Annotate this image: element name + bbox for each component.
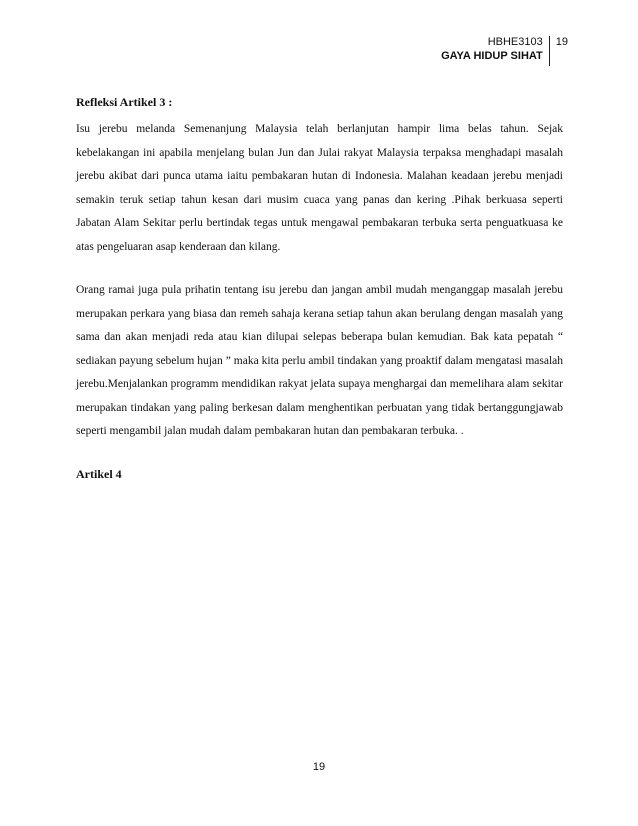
paragraph-2: Orang ramai juga pula prihatin tentang isu jerebu dan jangan ambil mudah menganggap masalah jerebu merupakan perkara yang biasa dan remeh sahaja kerana setiap tahun akan berulang dengan masalah yang sama dan akan menjadi reda atau kian dilupai selepas beberapa bulan kemudian. Bak kata pepatah “ sediakan payung sebelum hujan ” maka kita perlu ambil tindakan yang proaktif dalam mengatasi masalah jerebu.Menjalankan programm mendidikan rakyat jelata supaya menghargai dan memelihara alam sekitar merupakan tindakan yang paling berkesan dalam menghentikan perbuatan yang tidak bertanggungjawab seperti mengambil jalan mudah dalam pembakaran hutan dan pembakaran terbuka. .	[76, 284, 563, 437]
paragraph-1: Isu jerebu melanda Semenanjung Malaysia telah berlanjutan hampir lima belas tahun. Sejak kebelakangan ini apabila menjelang bulan Jun dan Julai rakyat Malaysia terpaksa menghadapi masalah jerebu akibat dari punca utama iaitu pembakaran hutan di Indonesia. Malahan keadaan jerebu menjadi semakin teruk setiap tahun kesan dari musim cuaca yang panas dan kering .Pihak berkuasa seperti Jabatan Alam Sekitar perlu bertindak tegas untuk mengawal pembakaran terbuka serta penguatkuasa ke atas pengeluaran asap kenderaan dan kilang.	[76, 123, 563, 253]
next-article-heading: Artikel 4	[76, 466, 122, 481]
spacer	[76, 444, 563, 466]
reflection-heading: Refleksi Artikel 3 :	[76, 95, 173, 109]
header-page-number: 19	[555, 36, 568, 48]
course-code: HBHE3103	[487, 36, 543, 48]
spacer	[76, 110, 563, 118]
spacer	[76, 259, 563, 279]
header-course-info	[441, 35, 549, 63]
page-header	[441, 35, 568, 66]
page-content	[76, 94, 563, 482]
footer-page-number: 19	[312, 761, 326, 773]
course-title: GAYA HIDUP SIHAT	[441, 50, 543, 62]
